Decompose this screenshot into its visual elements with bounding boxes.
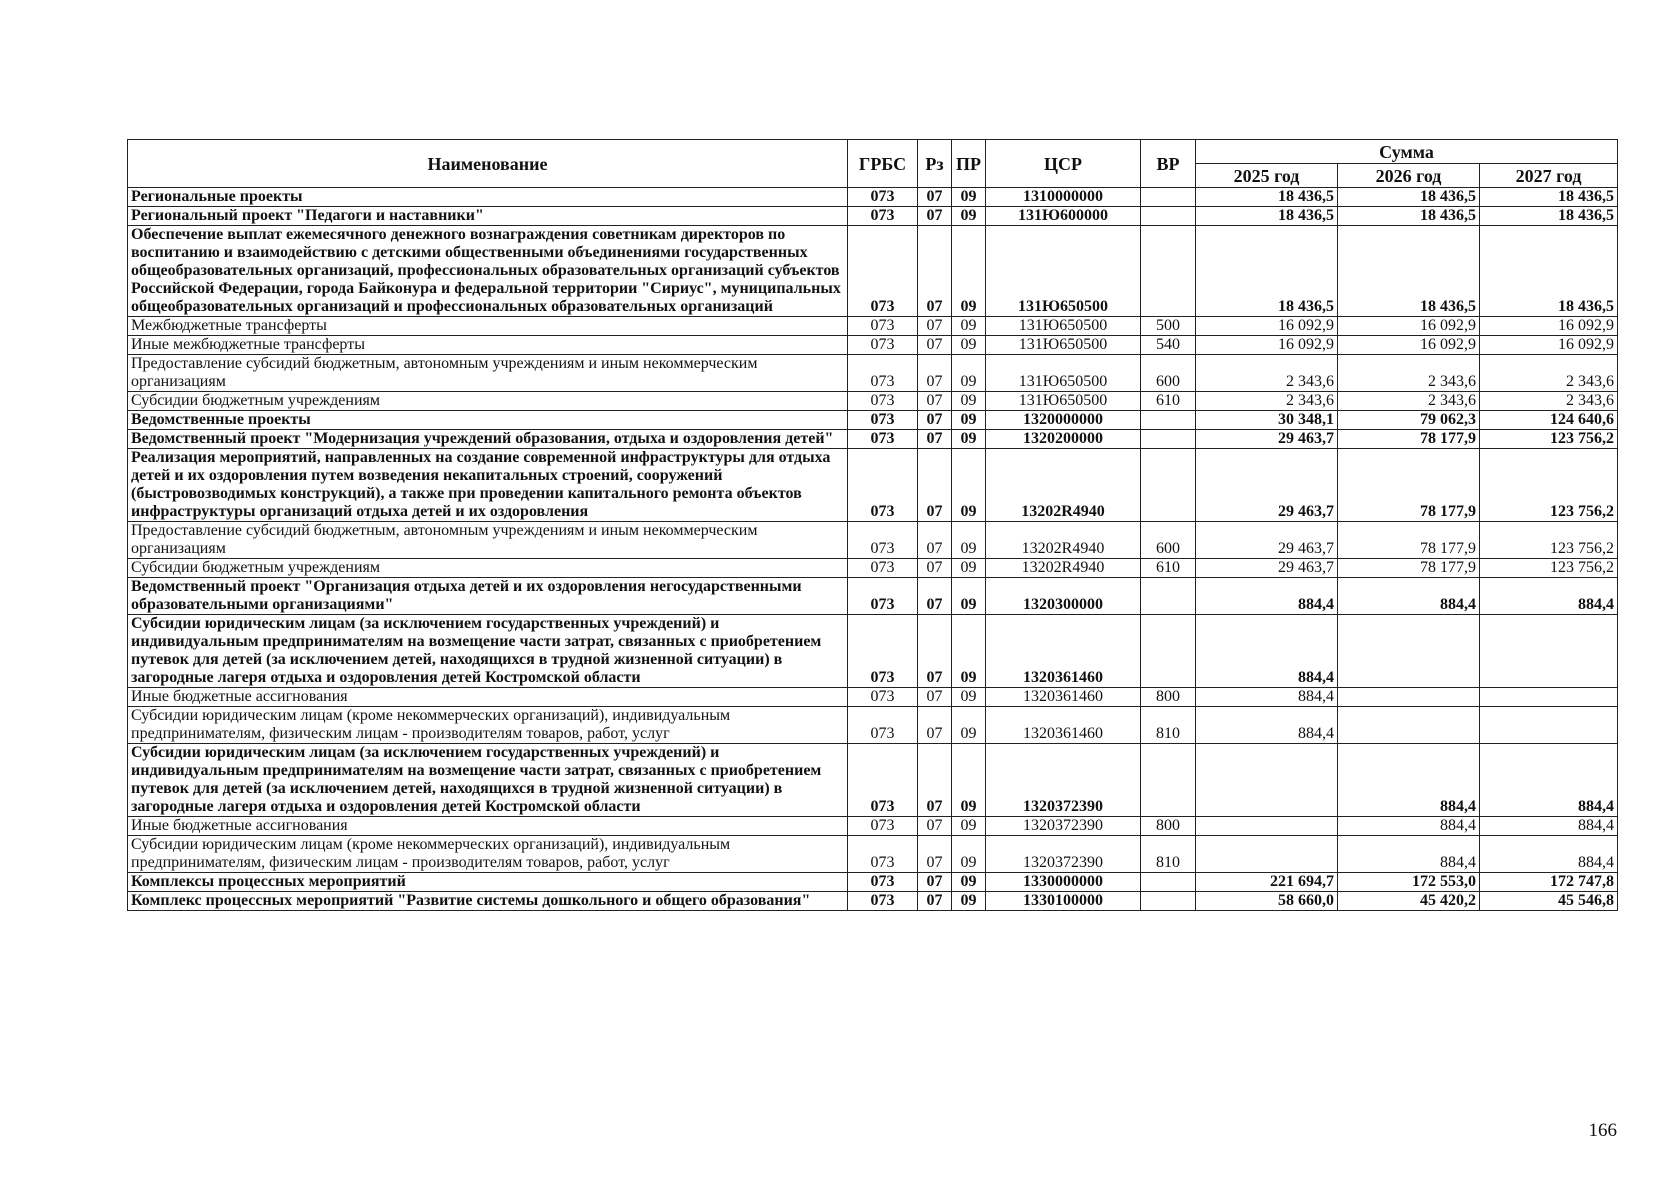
table-row xyxy=(128,522,1618,559)
table-row xyxy=(128,559,1618,578)
header-year-2026: 2026 год xyxy=(1338,164,1480,188)
cell-amount-2027: 884,4 xyxy=(1480,817,1618,836)
table-body xyxy=(128,188,1618,911)
cell-amount-2027: 2 343,6 xyxy=(1480,355,1618,392)
cell-amount-2027: 884,4 xyxy=(1480,836,1618,873)
cell-amount-2026: 884,4 xyxy=(1338,744,1480,817)
cell-amount-2027: 124 640,6 xyxy=(1480,411,1618,430)
cell-csr: 1320361460 xyxy=(986,615,1141,688)
cell-pr: 09 xyxy=(952,226,986,317)
cell-csr: 1330100000 xyxy=(986,892,1141,911)
cell-amount-2025: 16 092,9 xyxy=(1196,317,1338,336)
cell-amount-2026: 18 436,5 xyxy=(1338,207,1480,226)
cell-pr: 09 xyxy=(952,392,986,411)
cell-name: Иные межбюджетные трансферты xyxy=(128,336,848,355)
page-number: 166 xyxy=(1588,1120,1617,1141)
cell-grbs: 073 xyxy=(848,707,918,744)
cell-vr xyxy=(1141,892,1196,911)
cell-amount-2027: 16 092,9 xyxy=(1480,336,1618,355)
cell-pr: 09 xyxy=(952,707,986,744)
cell-rz: 07 xyxy=(918,449,952,522)
cell-name: Обеспечение выплат ежемесячного денежного вознаграждения советникам директоров по воспитанию и взаимодействию с детскими общественными объединениями государственных общеобразовательных организаций, профессиональных образовательных организаций субъектов Российской Федерации, города Байконура и федеральной территории "Сириус", муниципальных общеобразовательных организаций и профессиональных образовательных организаций xyxy=(128,226,848,317)
cell-grbs: 073 xyxy=(848,188,918,207)
table-row xyxy=(128,836,1618,873)
cell-name: Субсидии юридическим лицам (кроме некоммерческих организаций), индивидуальным предпринимателям, физическим лицам - производителям товаров, работ, услуг xyxy=(128,707,848,744)
cell-amount-2026: 884,4 xyxy=(1338,836,1480,873)
cell-amount-2025: 221 694,7 xyxy=(1196,873,1338,892)
cell-amount-2026: 79 062,3 xyxy=(1338,411,1480,430)
cell-csr: 13202R4940 xyxy=(986,449,1141,522)
cell-amount-2027: 18 436,5 xyxy=(1480,226,1618,317)
cell-amount-2026: 18 436,5 xyxy=(1338,226,1480,317)
cell-rz: 07 xyxy=(918,578,952,615)
table-row xyxy=(128,892,1618,911)
table-row xyxy=(128,688,1618,707)
cell-amount-2027: 884,4 xyxy=(1480,578,1618,615)
header-sum: Сумма xyxy=(1196,140,1618,164)
cell-pr: 09 xyxy=(952,317,986,336)
cell-vr: 600 xyxy=(1141,355,1196,392)
cell-name: Ведомственные проекты xyxy=(128,411,848,430)
cell-rz: 07 xyxy=(918,707,952,744)
cell-vr: 610 xyxy=(1141,559,1196,578)
cell-csr: 131Ю650500 xyxy=(986,355,1141,392)
cell-rz: 07 xyxy=(918,873,952,892)
cell-csr: 13202R4940 xyxy=(986,522,1141,559)
cell-pr: 09 xyxy=(952,578,986,615)
header-grbs: ГРБС xyxy=(848,140,918,188)
cell-amount-2025: 18 436,5 xyxy=(1196,226,1338,317)
cell-rz: 07 xyxy=(918,836,952,873)
cell-amount-2025: 884,4 xyxy=(1196,578,1338,615)
cell-csr: 1320300000 xyxy=(986,578,1141,615)
cell-amount-2025: 884,4 xyxy=(1196,707,1338,744)
header-year-2027: 2027 год xyxy=(1480,164,1618,188)
header-rz: Рз xyxy=(918,140,952,188)
cell-amount-2027 xyxy=(1480,615,1618,688)
table-row xyxy=(128,449,1618,522)
cell-vr: 540 xyxy=(1141,336,1196,355)
cell-pr: 09 xyxy=(952,836,986,873)
cell-amount-2025: 18 436,5 xyxy=(1196,207,1338,226)
cell-csr: 131Ю650500 xyxy=(986,392,1141,411)
cell-rz: 07 xyxy=(918,226,952,317)
cell-name: Региональный проект "Педагоги и наставники" xyxy=(128,207,848,226)
cell-rz: 07 xyxy=(918,392,952,411)
cell-name: Реализация мероприятий, направленных на создание современной инфраструктуры для отдыха детей и их оздоровления путем возведения некапитальных строений, сооружений (быстровозводимых конструкций), а также при проведении капитального ремонта объектов инфраструктуры организаций отдыха детей и их оздоровления xyxy=(128,449,848,522)
cell-amount-2027: 2 343,6 xyxy=(1480,392,1618,411)
table-row xyxy=(128,744,1618,817)
cell-pr: 09 xyxy=(952,873,986,892)
cell-amount-2027: 123 756,2 xyxy=(1480,522,1618,559)
cell-rz: 07 xyxy=(918,317,952,336)
cell-amount-2025: 58 660,0 xyxy=(1196,892,1338,911)
cell-amount-2027: 18 436,5 xyxy=(1480,207,1618,226)
cell-vr: 800 xyxy=(1141,817,1196,836)
cell-grbs: 073 xyxy=(848,615,918,688)
cell-grbs: 073 xyxy=(848,578,918,615)
cell-csr: 1320000000 xyxy=(986,411,1141,430)
cell-amount-2026 xyxy=(1338,615,1480,688)
cell-vr: 810 xyxy=(1141,836,1196,873)
cell-vr xyxy=(1141,873,1196,892)
cell-rz: 07 xyxy=(918,559,952,578)
cell-vr xyxy=(1141,615,1196,688)
cell-pr: 09 xyxy=(952,522,986,559)
cell-name: Субсидии юридическим лицам (за исключением государственных учреждений) и индивидуальным предпринимателям на возмещение части затрат, связанных с приобретением путевок для детей (за исключением детей, находящихся в трудной жизненной ситуации) в загородные лагеря отдыха и оздоровления детей Костромской области xyxy=(128,744,848,817)
header-vr: ВР xyxy=(1141,140,1196,188)
cell-amount-2025: 30 348,1 xyxy=(1196,411,1338,430)
cell-pr: 09 xyxy=(952,188,986,207)
table-row xyxy=(128,188,1618,207)
cell-rz: 07 xyxy=(918,744,952,817)
cell-amount-2025: 884,4 xyxy=(1196,688,1338,707)
cell-grbs: 073 xyxy=(848,744,918,817)
cell-vr xyxy=(1141,226,1196,317)
cell-vr xyxy=(1141,449,1196,522)
cell-rz: 07 xyxy=(918,188,952,207)
cell-amount-2025: 29 463,7 xyxy=(1196,522,1338,559)
cell-grbs: 073 xyxy=(848,522,918,559)
cell-amount-2025: 2 343,6 xyxy=(1196,392,1338,411)
cell-amount-2026: 78 177,9 xyxy=(1338,430,1480,449)
cell-grbs: 073 xyxy=(848,430,918,449)
cell-grbs: 073 xyxy=(848,392,918,411)
table-row xyxy=(128,411,1618,430)
table-row xyxy=(128,817,1618,836)
cell-name: Иные бюджетные ассигнования xyxy=(128,688,848,707)
table-row xyxy=(128,707,1618,744)
cell-pr: 09 xyxy=(952,411,986,430)
cell-name: Ведомственный проект "Модернизация учреждений образования, отдыха и оздоровления детей" xyxy=(128,430,848,449)
cell-amount-2025: 884,4 xyxy=(1196,615,1338,688)
cell-name: Ведомственный проект "Организация отдыха детей и их оздоровления негосударственными образовательными организациями" xyxy=(128,578,848,615)
cell-amount-2026: 16 092,9 xyxy=(1338,317,1480,336)
cell-csr: 13202R4940 xyxy=(986,559,1141,578)
header-csr: ЦСР xyxy=(986,140,1141,188)
cell-amount-2027: 884,4 xyxy=(1480,744,1618,817)
table-row xyxy=(128,317,1618,336)
cell-vr: 800 xyxy=(1141,688,1196,707)
cell-rz: 07 xyxy=(918,522,952,559)
cell-amount-2027 xyxy=(1480,688,1618,707)
table-row xyxy=(128,615,1618,688)
cell-amount-2025: 29 463,7 xyxy=(1196,449,1338,522)
cell-amount-2025 xyxy=(1196,817,1338,836)
cell-name: Субсидии юридическим лицам (кроме некоммерческих организаций), индивидуальным предпринимателям, физическим лицам - производителям товаров, работ, услуг xyxy=(128,836,848,873)
cell-amount-2026: 78 177,9 xyxy=(1338,522,1480,559)
cell-amount-2026: 18 436,5 xyxy=(1338,188,1480,207)
cell-amount-2025: 29 463,7 xyxy=(1196,430,1338,449)
cell-amount-2026: 884,4 xyxy=(1338,578,1480,615)
cell-csr: 1320372390 xyxy=(986,744,1141,817)
cell-pr: 09 xyxy=(952,892,986,911)
cell-rz: 07 xyxy=(918,411,952,430)
cell-amount-2025 xyxy=(1196,836,1338,873)
cell-pr: 09 xyxy=(952,449,986,522)
cell-rz: 07 xyxy=(918,892,952,911)
cell-grbs: 073 xyxy=(848,873,918,892)
cell-csr: 1320361460 xyxy=(986,688,1141,707)
cell-vr xyxy=(1141,411,1196,430)
cell-vr: 810 xyxy=(1141,707,1196,744)
cell-csr: 1310000000 xyxy=(986,188,1141,207)
cell-amount-2026 xyxy=(1338,707,1480,744)
cell-grbs: 073 xyxy=(848,449,918,522)
cell-rz: 07 xyxy=(918,355,952,392)
cell-csr: 1330000000 xyxy=(986,873,1141,892)
cell-name: Предоставление субсидий бюджетным, автономным учреждениям и иным некоммерческим организациям xyxy=(128,355,848,392)
cell-vr xyxy=(1141,188,1196,207)
cell-grbs: 073 xyxy=(848,411,918,430)
cell-amount-2025: 29 463,7 xyxy=(1196,559,1338,578)
cell-name: Предоставление субсидий бюджетным, автономным учреждениям и иным некоммерческим организациям xyxy=(128,522,848,559)
budget-table xyxy=(127,139,1618,911)
cell-rz: 07 xyxy=(918,207,952,226)
cell-rz: 07 xyxy=(918,688,952,707)
cell-grbs: 073 xyxy=(848,836,918,873)
cell-grbs: 073 xyxy=(848,317,918,336)
cell-amount-2026 xyxy=(1338,688,1480,707)
cell-name: Иные бюджетные ассигнования xyxy=(128,817,848,836)
cell-amount-2026: 884,4 xyxy=(1338,817,1480,836)
cell-amount-2025: 2 343,6 xyxy=(1196,355,1338,392)
cell-rz: 07 xyxy=(918,336,952,355)
cell-grbs: 073 xyxy=(848,336,918,355)
table-row xyxy=(128,873,1618,892)
cell-amount-2026: 45 420,2 xyxy=(1338,892,1480,911)
cell-pr: 09 xyxy=(952,688,986,707)
cell-vr: 500 xyxy=(1141,317,1196,336)
table-row xyxy=(128,336,1618,355)
cell-csr: 1320372390 xyxy=(986,836,1141,873)
cell-pr: 09 xyxy=(952,559,986,578)
cell-name: Комплекс процессных мероприятий "Развитие системы дошкольного и общего образования" xyxy=(128,892,848,911)
cell-vr xyxy=(1141,578,1196,615)
cell-rz: 07 xyxy=(918,430,952,449)
cell-rz: 07 xyxy=(918,817,952,836)
cell-vr: 610 xyxy=(1141,392,1196,411)
cell-amount-2027: 45 546,8 xyxy=(1480,892,1618,911)
cell-amount-2027: 16 092,9 xyxy=(1480,317,1618,336)
table-header xyxy=(128,140,1618,188)
cell-grbs: 073 xyxy=(848,892,918,911)
cell-grbs: 073 xyxy=(848,817,918,836)
table-row xyxy=(128,355,1618,392)
cell-amount-2025: 16 092,9 xyxy=(1196,336,1338,355)
cell-amount-2026: 2 343,6 xyxy=(1338,392,1480,411)
table-row xyxy=(128,226,1618,317)
cell-vr xyxy=(1141,430,1196,449)
cell-pr: 09 xyxy=(952,615,986,688)
cell-grbs: 073 xyxy=(848,207,918,226)
cell-csr: 131Ю650500 xyxy=(986,317,1141,336)
header-year-2025: 2025 год xyxy=(1196,164,1338,188)
cell-amount-2026: 172 553,0 xyxy=(1338,873,1480,892)
cell-amount-2026: 2 343,6 xyxy=(1338,355,1480,392)
cell-amount-2027: 123 756,2 xyxy=(1480,559,1618,578)
cell-csr: 1320361460 xyxy=(986,707,1141,744)
cell-csr: 131Ю650500 xyxy=(986,226,1141,317)
cell-amount-2027: 172 747,8 xyxy=(1480,873,1618,892)
cell-name: Комплексы процессных мероприятий xyxy=(128,873,848,892)
cell-pr: 09 xyxy=(952,430,986,449)
table-row xyxy=(128,207,1618,226)
cell-amount-2027 xyxy=(1480,707,1618,744)
cell-rz: 07 xyxy=(918,615,952,688)
cell-name: Субсидии бюджетным учреждениям xyxy=(128,392,848,411)
cell-vr xyxy=(1141,207,1196,226)
cell-csr: 131Ю650500 xyxy=(986,336,1141,355)
table-row xyxy=(128,392,1618,411)
cell-vr: 600 xyxy=(1141,522,1196,559)
cell-name: Региональные проекты xyxy=(128,188,848,207)
header-pr: ПР xyxy=(952,140,986,188)
cell-pr: 09 xyxy=(952,355,986,392)
cell-grbs: 073 xyxy=(848,688,918,707)
cell-pr: 09 xyxy=(952,744,986,817)
cell-amount-2027: 123 756,2 xyxy=(1480,430,1618,449)
cell-grbs: 073 xyxy=(848,226,918,317)
cell-name: Субсидии бюджетным учреждениям xyxy=(128,559,848,578)
cell-amount-2026: 16 092,9 xyxy=(1338,336,1480,355)
cell-pr: 09 xyxy=(952,817,986,836)
table-row xyxy=(128,578,1618,615)
cell-vr xyxy=(1141,744,1196,817)
cell-amount-2026: 78 177,9 xyxy=(1338,559,1480,578)
cell-amount-2027: 123 756,2 xyxy=(1480,449,1618,522)
cell-name: Межбюджетные трансферты xyxy=(128,317,848,336)
cell-csr: 1320200000 xyxy=(986,430,1141,449)
cell-amount-2026: 78 177,9 xyxy=(1338,449,1480,522)
cell-grbs: 073 xyxy=(848,355,918,392)
cell-amount-2025 xyxy=(1196,744,1338,817)
cell-amount-2025: 18 436,5 xyxy=(1196,188,1338,207)
cell-csr: 131Ю600000 xyxy=(986,207,1141,226)
cell-pr: 09 xyxy=(952,207,986,226)
cell-csr: 1320372390 xyxy=(986,817,1141,836)
cell-name: Субсидии юридическим лицам (за исключением государственных учреждений) и индивидуальным предпринимателям на возмещение части затрат, связанных с приобретением путевок для детей (за исключением детей, находящихся в трудной жизненной ситуации) в загородные лагеря отдыха и оздоровления детей Костромской области xyxy=(128,615,848,688)
header-name: Наименование xyxy=(128,140,848,188)
cell-amount-2027: 18 436,5 xyxy=(1480,188,1618,207)
table-row xyxy=(128,430,1618,449)
cell-grbs: 073 xyxy=(848,559,918,578)
cell-pr: 09 xyxy=(952,336,986,355)
